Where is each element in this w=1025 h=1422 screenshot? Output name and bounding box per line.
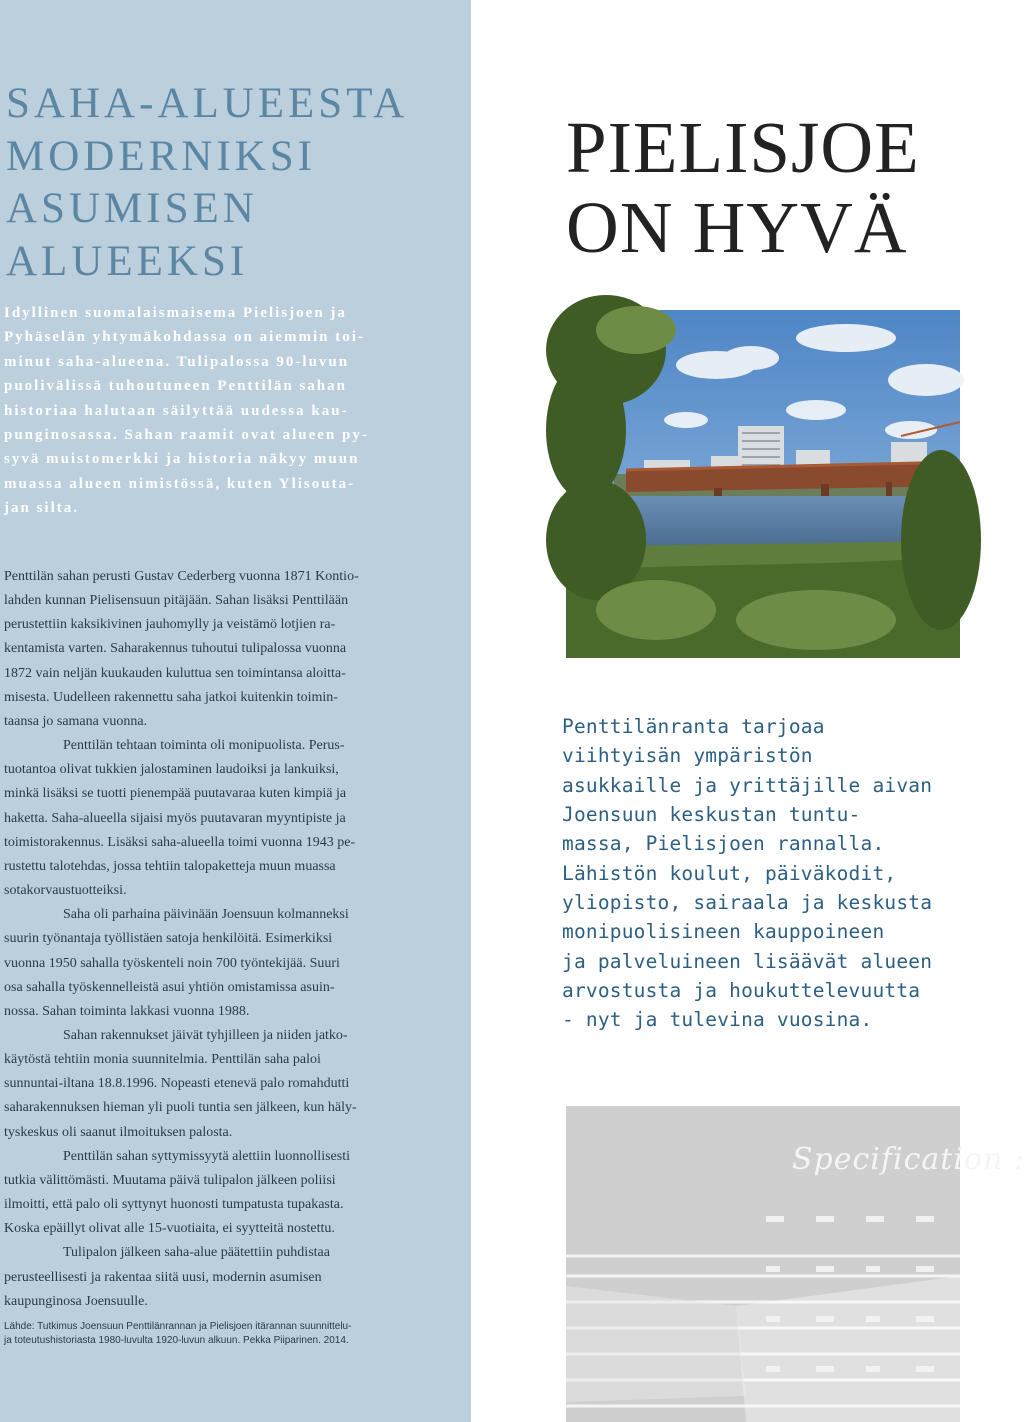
body-line: Penttilän tehtaan toiminta oli monipuolista. Perus- (63, 738, 345, 754)
intro-line: Idyllinen suomalaismaisema Pielisjoen ja (4, 305, 347, 321)
body-line: lahden kunnan Pielisensuun pitäjään. Sahan lisäksi Penttilään (4, 593, 349, 609)
intro-paragraph (4, 301, 464, 521)
body-line: misesta. Uudelleen rakennettu saha jatkoi kuitenkin toimin- (4, 689, 338, 705)
body-line: Saha oli parhaina päivinään Joensuun kolmanneksi (63, 907, 349, 923)
left-title (6, 78, 466, 288)
right-title-line: PIELISJOE (566, 107, 920, 188)
body-line: 1872 vain neljän kuukauden kuluttua sen toimintansa aloitta- (4, 665, 346, 681)
left-panel (0, 0, 471, 1422)
body-line: Tulipalon jälkeen saha-alue päätettiin puhdistaa (63, 1245, 330, 1261)
body-line: tyskeskus oli saanut ilmoituksen palosta. (4, 1124, 233, 1140)
quote-line: - nyt ja tulevina vuosina. (562, 1008, 873, 1032)
body-line: Penttilän sahan perusti Gustav Cederberg vuonna 1871 Kontio- (4, 569, 359, 584)
intro-line: historiaa halutaan säilyttää uudessa kau- (4, 402, 349, 419)
body-line: toimistorakennus. Lisäksi saha-alueella toimi vuonna 1943 pe- (4, 834, 356, 850)
body-line: perustettiin kaksikivinen jauhomylly ja veistämö lotjien ra- (4, 617, 336, 633)
body-line: Sahan rakennukset jäivät tyhjilleen ja niiden jatko- (63, 1027, 348, 1043)
source-note (4, 1320, 464, 1348)
quote-line: yliopisto, sairaala ja keskusta (562, 891, 933, 915)
body-line: haketta. Saha-alueella sijaisi myös puutavaran myyntipiste ja (4, 810, 346, 826)
body-line: vuonna 1950 sahalla työskenteli noin 700 työntekijää. Suuri (4, 955, 340, 971)
intro-line: minut saha-alueena. Tulipalossa 90-luvun (4, 353, 350, 370)
right-title-line: ON HYVÄ (566, 187, 908, 268)
body-line: käytöstä tehtiin monia suunnitelmia. Penttilän saha paloi (4, 1052, 321, 1068)
quote-line: asukkaille ja yrittäjille aivan (562, 773, 933, 797)
body-line: perusteellisesti ja rakentaa siitä uusi, modernin asumisen (4, 1269, 322, 1285)
quote-line: viihtyisän ympäristön (562, 744, 813, 768)
source-line: Lähde: Tutkimus Joensuun Penttilänrannan ja Pielisjoen itärannan suunnittelu- (4, 1321, 352, 1332)
body-line: Penttilän sahan syttymissyytä alettiin luonnollisesti (63, 1148, 350, 1164)
quote-line: Penttilänranta tarjoaa (562, 715, 825, 738)
quote-line: Lähistön koulut, päiväkodit, (562, 861, 897, 885)
intro-line: muassa alueen nimistössä, kuten Ylisouta- (4, 475, 356, 492)
body-line: ilmoitti, että palo oli syttynyt huonosti tumpatusta tupakasta. (4, 1197, 344, 1213)
left-title-line: ALUEEKSI (6, 237, 249, 285)
body-line: rustettu talotehdas, jossa tehtiin talopaketteja muun muassa (4, 858, 336, 874)
right-title (566, 108, 960, 268)
highlight-quote (562, 712, 960, 1035)
intro-line: syvä muistomerkki ja historia näkyy muun (4, 451, 360, 468)
body-line: minkä lisäksi se tuotti pienempää puutavaraa kuten kimpiä ja (4, 786, 347, 802)
body-line: Koska epäillyt olivat alle 15-vuotiaita, ei syytteitä nostettu. (4, 1221, 335, 1237)
left-title-line: ASUMISEN (6, 185, 258, 232)
sketch-handwriting: Specification : (792, 1142, 1025, 1177)
body-line: suurin työnantaja työllistäen satoja henkilöitä. Esimerkiksi (4, 931, 333, 947)
body-line: kaupunginosa Joensuulle. (4, 1293, 148, 1309)
body-line: osa sahalla työskennelleistä asui yhtiön omistamissa asuin- (4, 979, 335, 995)
saw-blueprint-sketch (566, 1106, 960, 1422)
body-line: nossa. Sahan toiminta lakkasi vuonna 1988. (4, 1003, 250, 1019)
body-line: kentamista varten. Saharakennus tuhoutui tulipalossa vuonna (4, 641, 347, 657)
intro-line: jan silta. (4, 500, 80, 517)
intro-line: punginosassa. Sahan raamit ovat alueen py- (4, 427, 369, 444)
intro-line: puolivälissä tuhoutuneen Penttilän sahan (4, 378, 347, 395)
quote-line: arvostusta ja houkuttelevuutta (562, 979, 921, 1003)
left-title-line: SAHA-ALUEESTA (6, 80, 409, 127)
saw-drawing-graphic (566, 1106, 1025, 1422)
body-line: sotakorvaustuotteiksi. (4, 883, 127, 899)
body-line: tutkia välittömästi. Muutama päivä tulipalon jälkeen poliisi (4, 1172, 336, 1188)
source-line: ja toteutushistoriasta 1980-luvulta 1920-luvun alkuun. Pekka Piiparinen. 2014. (4, 1335, 349, 1346)
river-photo-illustration (566, 310, 960, 658)
quote-line: massa, Pielisjoen rannalla. (562, 832, 885, 856)
body-line: tuotantoa olivat tukkien jalostaminen laudoiksi ja lankuiksi, (4, 762, 339, 778)
body-line: saharakennuksen hieman yli puoli tuntia sen jälkeen, kun häly- (4, 1100, 357, 1116)
body-text (4, 565, 464, 1314)
quote-line: monipuolisineen kauppoineen (562, 920, 885, 944)
body-line: taansa jo samana vuonna. (4, 713, 148, 729)
left-title-line: MODERNIKSI (6, 132, 316, 180)
river-photo (566, 310, 960, 658)
body-line: sunnuntai-iltana 18.8.1996. Nopeasti etenevä palo romahdutti (4, 1076, 350, 1092)
intro-line: Pyhäselän yhtymäkohdassa on aiemmin toi- (4, 329, 365, 346)
quote-line: ja palveluineen lisäävät alueen (562, 949, 933, 973)
quote-line: Joensuun keskustan tuntu- (562, 803, 861, 827)
